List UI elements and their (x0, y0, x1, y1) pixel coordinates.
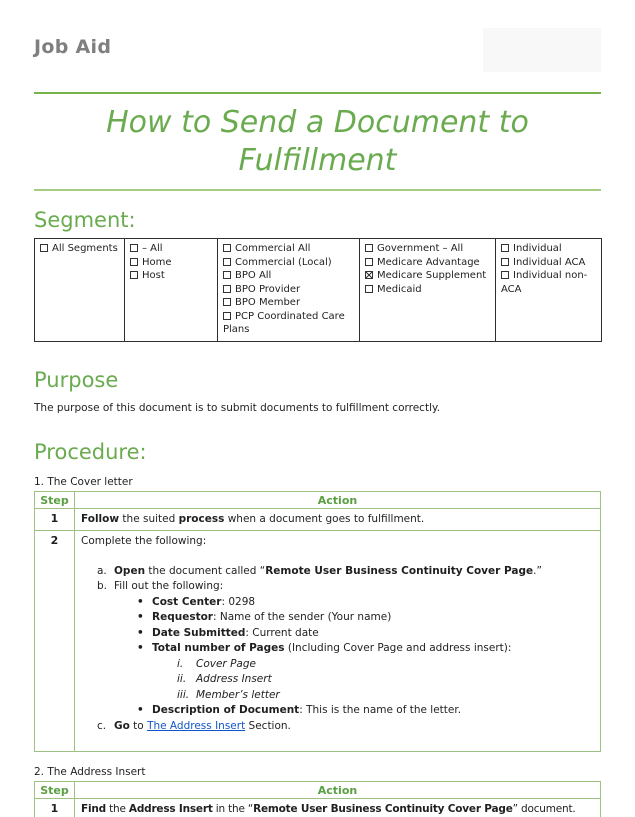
segment-option[interactable] (365, 269, 492, 283)
document-header (34, 0, 601, 72)
segment-column-government (360, 239, 496, 342)
text-run: Remote User Business Continuity Cover Page (253, 803, 513, 815)
bullet-icon (137, 595, 152, 611)
roman-marker: i. (177, 657, 184, 670)
segment-option-label: BPO All (235, 270, 272, 281)
bullet-text (152, 703, 461, 719)
bullet-icon (137, 626, 152, 642)
list-item-text (114, 579, 223, 595)
bullet-text (152, 610, 391, 626)
segment-option-label: Commercial (Local) (235, 256, 332, 268)
segment-option[interactable] (223, 283, 356, 297)
table-row (35, 508, 601, 531)
procedure-heading: Procedure: (34, 439, 147, 464)
step-number: 1 (35, 508, 75, 531)
bullet-item (137, 610, 594, 626)
action-column-header: Action (75, 782, 601, 799)
text-run: : Name of the sender (Your name) (212, 611, 392, 623)
segment-table (34, 238, 602, 342)
title-divider (34, 189, 601, 191)
text-run: Remote User Business Continuity Cover Page (265, 564, 534, 577)
page-title: How to Send a Document to Fulfillment (106, 105, 529, 178)
unchecked-checkbox-icon[interactable] (223, 244, 231, 252)
text-run: Description of Document (152, 704, 300, 716)
segment-option-label: Medicaid (377, 283, 422, 295)
segment-option[interactable] (365, 256, 492, 270)
text-run: Date Submitted (152, 626, 246, 639)
bullet-text (152, 595, 255, 611)
table-row (35, 531, 601, 752)
segment-option-label: Commercial All (235, 243, 311, 254)
text-run: Go (114, 719, 130, 732)
unchecked-checkbox-icon[interactable] (223, 258, 231, 266)
text-run: Section. (245, 719, 291, 732)
action-text (75, 531, 601, 752)
unchecked-checkbox-icon[interactable] (501, 244, 509, 252)
logo-placeholder (483, 28, 601, 72)
segment-column-home-host (125, 239, 218, 342)
address-insert-label: 2. The Address Insert (34, 766, 146, 778)
unchecked-checkbox-icon[interactable] (223, 312, 231, 320)
segment-option-label: Government – All (377, 243, 464, 254)
bullet-icon (137, 610, 152, 626)
purpose-heading: Purpose (34, 367, 119, 392)
list-marker: b. (97, 580, 108, 592)
text-run: : 0298 (221, 595, 256, 608)
segment-option[interactable] (501, 242, 598, 256)
segment-option[interactable] (365, 283, 492, 297)
text-run: process (178, 512, 225, 525)
segment-option[interactable] (223, 269, 356, 283)
app-title: Job Aid (34, 36, 112, 58)
text-run: : Current date (245, 626, 319, 639)
segment-option-label: Home (142, 256, 172, 268)
segment-option-label: Individual non-ACA (501, 270, 588, 295)
segment-option-label: BPO Provider (235, 283, 301, 295)
segment-heading: Segment: (34, 208, 136, 232)
text-run: Requestor (152, 611, 213, 623)
text-run: Total number of Pages (152, 642, 285, 654)
text-run: the suited (119, 512, 179, 525)
header-divider (34, 92, 601, 94)
text-run: the (105, 803, 129, 815)
cover-letter-label: 1. The Cover letter (34, 475, 133, 488)
list-item-b (97, 579, 594, 595)
segment-column-commercial (218, 239, 360, 342)
segment-option-label: Individual (513, 243, 562, 254)
text-run: the document called “ (145, 564, 266, 577)
table-row (35, 799, 601, 817)
bullet-item (137, 595, 594, 611)
list-item-c (97, 719, 594, 735)
bullet-text (152, 626, 319, 642)
segment-option[interactable] (223, 296, 356, 310)
list-item-text (114, 719, 291, 735)
action-text (75, 799, 601, 817)
roman-item (177, 688, 594, 704)
list-marker: a. (97, 564, 107, 577)
unchecked-checkbox-icon[interactable] (501, 258, 509, 266)
unchecked-checkbox-icon[interactable] (130, 271, 138, 279)
segment-option-label: – All (142, 243, 163, 254)
purpose-text: The purpose of this document is to submit documents to fulfillment correctly. (34, 401, 441, 414)
text-run: Follow (81, 512, 120, 525)
text-run: Find (81, 803, 106, 815)
spacer (81, 550, 594, 564)
segment-option[interactable] (223, 242, 356, 256)
segment-option[interactable] (130, 242, 214, 256)
action-column-header: Action (75, 491, 601, 508)
roman-text: Address Insert (196, 673, 272, 685)
text-run: Address Insert (128, 803, 213, 815)
roman-marker: iii. (177, 688, 190, 701)
segment-option[interactable] (40, 242, 121, 256)
unchecked-checkbox-icon[interactable] (40, 244, 48, 252)
bullet-item (137, 703, 594, 719)
address-insert-link[interactable]: The Address Insert (147, 719, 246, 732)
segment-option-label: Host (142, 270, 165, 281)
text-run: Cost Center (152, 595, 222, 608)
segment-option[interactable] (501, 256, 598, 270)
roman-text: Cover Page (196, 657, 256, 670)
segment-option-label: BPO Member (235, 297, 301, 308)
segment-option-label: Medicare Supplement (377, 270, 487, 281)
text-run: in the “ (212, 803, 254, 815)
bullet-item (137, 641, 594, 657)
unchecked-checkbox-icon[interactable] (365, 244, 373, 252)
unchecked-checkbox-icon[interactable] (365, 258, 373, 266)
unchecked-checkbox-icon[interactable] (223, 285, 231, 293)
text-run: ” document. (512, 803, 576, 815)
cover-letter-table (34, 491, 601, 753)
text-run: to (129, 719, 148, 732)
step-number: 2 (35, 531, 75, 752)
checked-checkbox-icon[interactable] (365, 271, 373, 279)
step2-intro: Complete the following: (81, 535, 207, 547)
segment-option-label: All Segments (52, 243, 118, 254)
roman-item (177, 672, 594, 688)
unchecked-checkbox-icon[interactable] (501, 271, 509, 279)
step-column-header: Step (35, 782, 75, 799)
spacer (81, 734, 594, 748)
address-insert-table (34, 781, 601, 817)
list-item-text (114, 564, 542, 580)
unchecked-checkbox-icon[interactable] (365, 285, 373, 293)
roman-marker: ii. (177, 673, 187, 685)
unchecked-checkbox-icon[interactable] (223, 298, 231, 306)
roman-item (177, 657, 594, 673)
segment-option-label: Medicare Advantage (377, 256, 480, 268)
bullet-icon (137, 703, 152, 719)
roman-text: Member’s letter (196, 688, 280, 701)
segment-option[interactable] (365, 242, 492, 256)
text-run: : This is the name of the letter. (299, 704, 462, 716)
text-run: Fill out the following: (114, 580, 224, 592)
list-item-a (97, 564, 594, 580)
text-run: (Including Cover Page and address insert): (284, 642, 512, 654)
list-marker: c. (97, 719, 107, 732)
segment-option[interactable] (501, 269, 598, 296)
segment-option-label: Individual ACA (513, 256, 586, 268)
segment-option[interactable] (130, 256, 214, 270)
unchecked-checkbox-icon[interactable] (130, 258, 138, 266)
unchecked-checkbox-icon[interactable] (223, 271, 231, 279)
segment-option[interactable] (223, 310, 356, 337)
action-text (75, 508, 601, 531)
step-column-header: Step (35, 491, 75, 508)
unchecked-checkbox-icon[interactable] (130, 244, 138, 252)
segment-option[interactable] (130, 269, 214, 283)
text-run: when a document goes to fulfillment. (224, 512, 425, 525)
segment-option-label: PCP Coordinated Care Plans (223, 310, 345, 335)
segment-option[interactable] (223, 256, 356, 270)
segment-column-individual (496, 239, 602, 342)
segment-column-all (35, 239, 125, 342)
bullet-item (137, 626, 594, 642)
bullet-text (152, 641, 511, 657)
bullet-icon (137, 641, 152, 657)
text-run: Open (114, 564, 146, 577)
text-run: .” (533, 564, 542, 577)
step-number: 1 (35, 799, 75, 817)
